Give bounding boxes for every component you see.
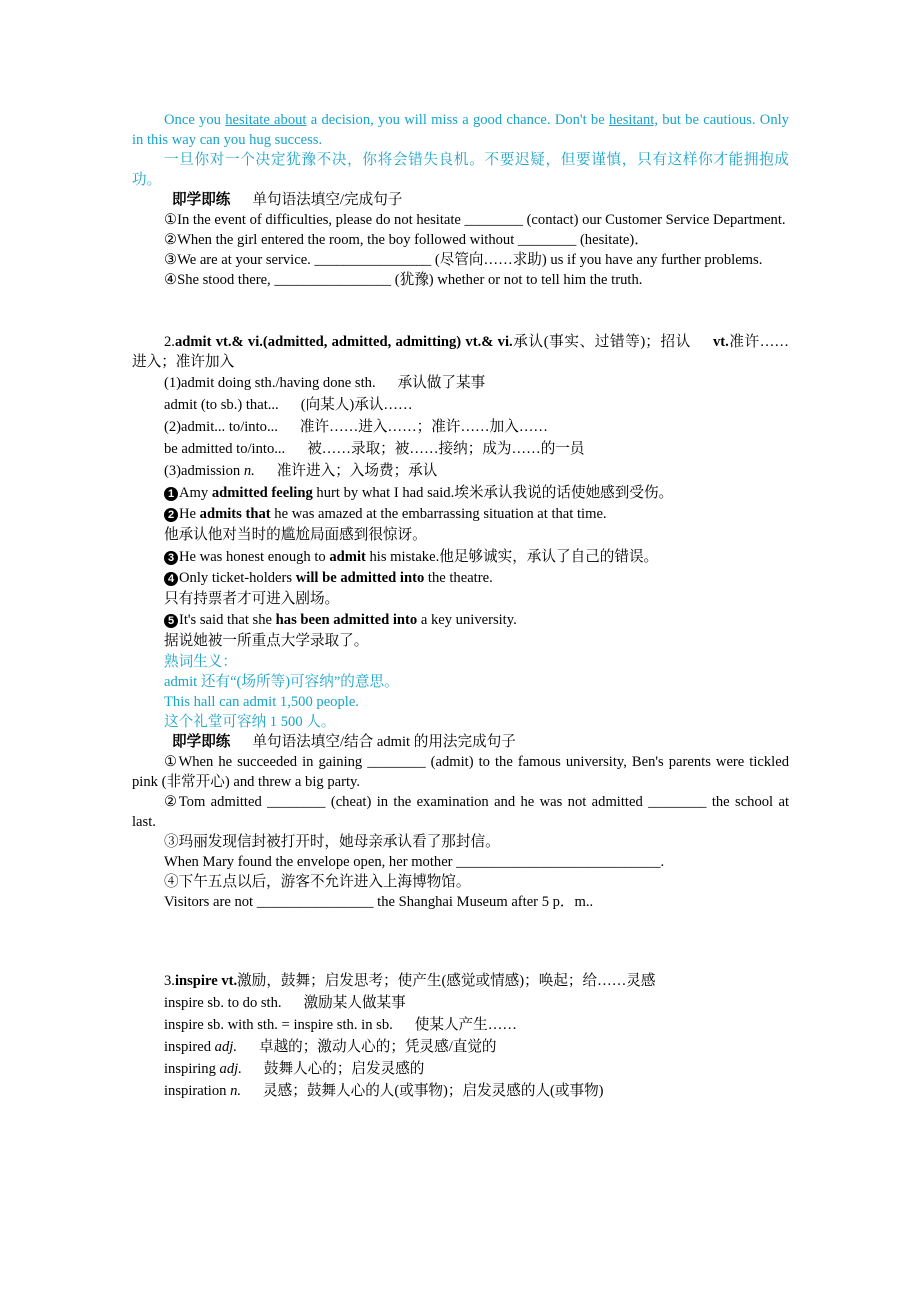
admit-usage-3: (2)admit... to/into... 准许……进入……；准许……加入……	[164, 419, 549, 435]
inspire-usage-5: inspiration n. 灵感；鼓舞人心的人(或事物)；启发灵感的人(或事物)	[164, 1083, 604, 1099]
admit-usage-4: be admitted to/into... 被……录取；被……接纳；成为……的一员	[164, 441, 585, 457]
admit-exercise-3: ③玛丽发现信封被打开时，她母亲承认看了那封信。	[164, 834, 500, 850]
admit-example-2-cn: 他承认他对当时的尴尬局面感到很惊讶。	[164, 527, 427, 543]
admit-exercise-4-en: Visitors are not ________________ the Shanghai Museum after 5 p．m..	[164, 894, 594, 910]
admit-example-5: 5 It's said that she has been admitted into a key university.	[132, 610, 789, 630]
admit-usage-5: (3)admission n. 准许进入；入场费；承认	[164, 463, 438, 479]
admit-exercise-4: ④下午五点以后，游客不允许进入上海博物馆。	[164, 874, 471, 890]
admit-exercise-2: ②Tom admitted ________ (cheat) in the examination and he was not admitted ________ the school at last.	[132, 794, 789, 830]
hesitate-exercise-1: ①In the event of difficulties, please do not hesitate ________ (contact) our Customer Service Department.	[164, 212, 786, 228]
inspire-usage-4: inspiring adj. 鼓舞人心的；启发灵感的	[164, 1061, 425, 1077]
admit-example-2: 2 He admits that he was amazed at the embarrassing situation at that time.	[132, 504, 789, 524]
circled-number-icon: 5	[164, 614, 178, 628]
inspire-usage-3: inspired adj. 卓越的；激动人心的；凭灵感/直觉的	[164, 1039, 497, 1055]
hesitate-exercise-3: ③We are at your service. ________________ (尽管向……求助) us if you have any further problems.	[164, 252, 763, 268]
admit-usage-1: (1)admit doing sth./having done sth. 承认做了某事	[164, 375, 486, 391]
admit-exercise-3-en: When Mary found the envelope open, her mother ____________________________.	[164, 854, 665, 870]
inspire-usage-2: inspire sb. with sth. = inspire sth. in sb. 使某人产生……	[164, 1017, 517, 1033]
practice-heading-1: 即学即练 单句语法填空/完成句子	[172, 192, 403, 208]
admit-example-4-cn: 只有持票者才可进入剧场。	[164, 591, 340, 607]
admit-exercise-1: ①When he succeeded in gaining ________ (admit) to the famous university, Ben's parents were tickled pink (非常开心) and threw a big party.	[132, 754, 789, 790]
hesitate-exercise-2: ②When the girl entered the room, the boy followed without ________ (hesitate)．	[164, 232, 649, 248]
admit-example-5-cn: 据说她被一所重点大学录取了。	[164, 633, 369, 649]
admit-example-3: 3 He was honest enough to admit his mistake.他足够诚实，承认了自己的错误。	[132, 546, 789, 568]
hesitate-exercise-4: ④She stood there, ________________ (犹豫) whether or not to tell him the truth.	[164, 272, 643, 288]
admit-example-1: 1 Amy admitted feeling hurt by what I had said.埃米承认我说的话使她感到受伤。	[132, 482, 789, 504]
document-page	[132, 110, 789, 1102]
circled-number-icon: 4	[164, 572, 178, 586]
admit-heading: 2.admit vt.& vi.(admitted, admitted, admitting) vt.& vi.承认(事实、过错等)；招认 vt.准许……进入；准许加入	[132, 334, 789, 370]
circled-number-icon: 1	[164, 487, 178, 501]
inspire-usage-1: inspire sb. to do sth. 激励某人做某事	[164, 995, 406, 1011]
hesitate-example-en: Once you hesitate about a decision, you will miss a good chance. Don't be hesitant, but be cautious. Only in this way can you hug success.	[132, 112, 789, 148]
circled-number-icon: 2	[164, 508, 178, 522]
familiar-note: admit 还有“(场所等)可容纳”的意思。	[164, 674, 399, 690]
circled-number-icon: 3	[164, 551, 178, 565]
admit-example-4: 4 Only ticket-holders will be admitted into the theatre.	[132, 568, 789, 588]
admit-usage-2: admit (to sb.) that... (向某人)承认……	[164, 397, 413, 413]
inspire-heading: 3.inspire vt.激励，鼓舞；启发思考；使产生(感觉或情感)；唤起；给……灵感	[164, 973, 656, 989]
familiar-label: 熟词生义：	[164, 654, 237, 670]
familiar-example-cn: 这个礼堂可容纳 1 500 人。	[164, 714, 336, 730]
familiar-example-en: This hall can admit 1,500 people.	[164, 694, 359, 710]
hesitate-example-cn: 一旦你对一个决定犹豫不决，你将会错失良机。不要迟疑，但要谨慎，只有这样你才能拥抱成功。	[132, 152, 789, 188]
practice-heading-2: 即学即练 单句语法填空/结合 admit 的用法完成句子	[172, 734, 516, 750]
